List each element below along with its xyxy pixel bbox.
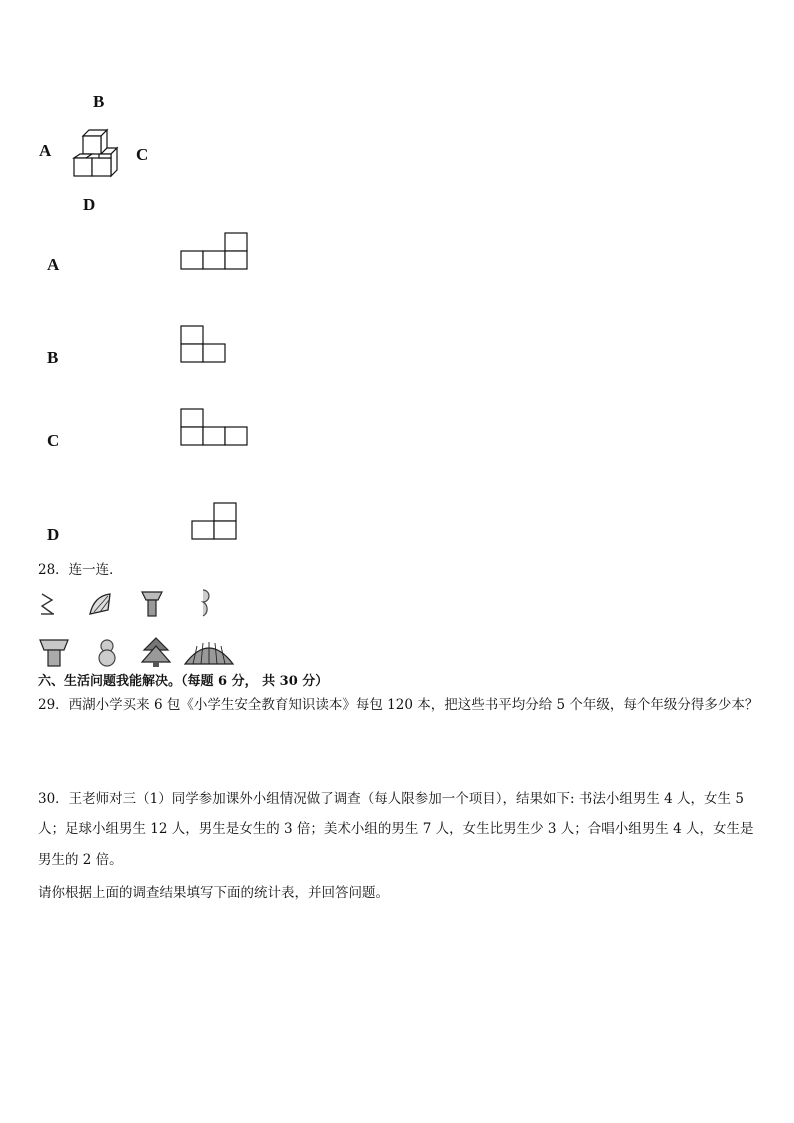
option-label-c: C <box>47 431 60 450</box>
option-a-view <box>180 232 250 272</box>
option-label-d: D <box>47 525 60 544</box>
question-30-line-2: 人；足球小组男生 12 人，男生是女生的 3 倍；美术小组的男生 7 人，女生比男生少 3 人；合唱小组男生 4 人，女生是 <box>38 821 754 837</box>
option-c-view <box>180 408 252 448</box>
gourd-icon <box>96 636 118 668</box>
tree-icon <box>140 636 172 668</box>
question-30-line-3: 男生的 2 倍。 <box>38 852 123 868</box>
question-30-instruction: 请你根据上面的调查结果填写下面的统计表，并回答问题。 <box>38 885 389 901</box>
question-28-title: 28．连一连． <box>38 562 123 578</box>
section-6-heading: 六、生活问题我能解决。（每题 6 分， 共 30 分） <box>38 674 329 689</box>
question-30-line-1: 30．王老师对三（1）同学参加课外小组情况做了调查（每人限参加一个项目），结果如下: 书法小组男生 4 人，女生 5 <box>38 791 744 807</box>
umbrella-icon <box>183 638 235 668</box>
option-label-a: A <box>47 255 60 274</box>
direction-label-a: A <box>39 141 52 160</box>
partial-umbrella-side-icon <box>86 590 114 618</box>
direction-label-c: C <box>136 145 149 164</box>
direction-label-b: B <box>93 92 105 111</box>
mushroom-icon <box>38 636 70 668</box>
cube-stack-figure <box>70 126 122 180</box>
direction-label-d: D <box>83 195 96 214</box>
option-label-b: B <box>47 348 59 367</box>
partial-umbrella-icon <box>38 590 58 618</box>
option-d-view <box>191 502 241 542</box>
partial-gourd-icon <box>194 588 212 618</box>
option-b-view <box>180 325 230 365</box>
question-29-text: 29．西湖小学买来 6 包《小学生安全教育知识读本》每包 120 本，把这些书平均分给 5 个年级，每个年级分得多少本？ <box>38 697 759 713</box>
partial-mushroom-icon <box>140 588 164 618</box>
